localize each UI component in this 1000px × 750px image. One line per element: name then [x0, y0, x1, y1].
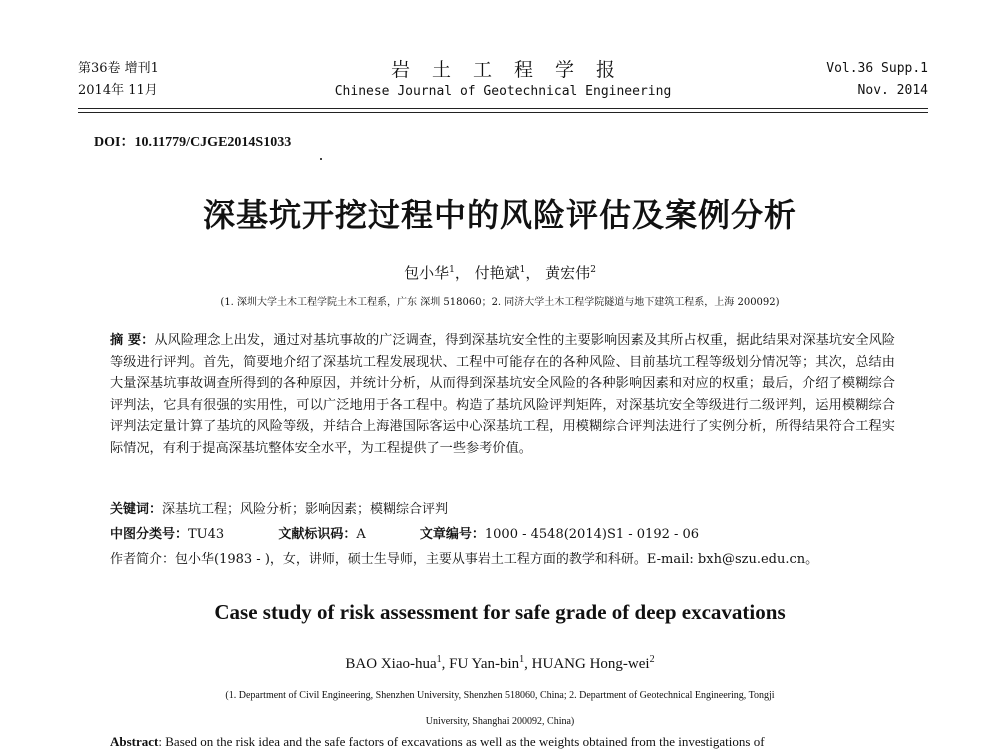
affiliation-cn: (1. 深圳大学土木工程学院土木工程系，广东 深圳 518060；2. 同济大学土木工程学院隧道与地下建筑工程系，上海 200092): [220, 297, 780, 308]
title-cn: 深基坑开挖过程中的风险评估及案例分析: [202, 196, 797, 234]
author-cn-2: 付艳斌: [474, 264, 520, 282]
author-cn-3-affil: 2: [590, 265, 596, 275]
affiliation-en-line1: (1. Department of Civil Engineering, Shenzhen University, Shenzhen 518060, China; 2. Department of Geotechnical Engineering, Tongji: [225, 690, 775, 701]
article-number-value: 1000 - 4548(2014)S1 - 0192 - 06: [484, 527, 700, 542]
keywords-text: 深基坑工程；风险分析；影响因素；模糊综合评判: [162, 502, 449, 517]
doi: DOI：10.11779/CJGE2014S1033: [94, 135, 292, 150]
author-en-1: BAO Xiao-hua: [345, 656, 437, 672]
author-en-3-affil: 2: [649, 654, 655, 665]
author-sep: ,: [441, 656, 450, 672]
article-number-label: 文章编号：: [419, 527, 485, 542]
author-en-2: FU Yan-bin: [449, 656, 520, 672]
author-sep: ,: [524, 656, 532, 672]
abstract-en-text: Based on the risk idea and the safe factors of excavations as well as the weights obtained from the investigations of: [165, 734, 765, 749]
author-sep: ，: [525, 264, 541, 282]
author-bio: [110, 550, 910, 570]
header-right: [826, 58, 928, 102]
speck: [320, 158, 322, 160]
abstract-cn-text: 从风险理念上出发，通过对基坑事故的广泛调查，得到深基坑安全性的主要影响因素及其所占权重，据此结果对深基坑安全风险等级进行评判。首先，简要地介绍了深基坑工程发展现状、工程中可能存在的各种风险、目前基坑工程等级划分情况等；其次，总结由大量深基坑事故调查所得到的各种原因，并统计分析，从而得到深基坑安全风险的各种影响因素和对应的权重；最后，介绍了模糊综合评判法，它具有很强的实用性，可以广泛地用于各工程中。构造了基坑风险评判矩阵，对深基坑安全等级进行二级评判，运用模糊综合评判法定量计算了基坑的风险等级，并结合上海港国际客运中心深基坑工程，用模糊综合评判法进行了实例分析，所得结果符合工程实际情况，有利于提高深基坑整体安全水平，为工程提供了一些参考价值。: [110, 333, 895, 456]
doc-code-label: 文献标识码：: [278, 527, 357, 542]
header-rule-thick: [78, 108, 928, 109]
title-en: Case study of risk assessment for safe grade of deep excavations: [214, 600, 786, 624]
running-header: [78, 58, 928, 106]
authors-cn: [0, 262, 1000, 283]
header-volume-en: Vol.36 Supp.1: [826, 61, 928, 76]
clc-value: TU43: [188, 527, 225, 542]
header-date-en: Nov. 2014: [857, 83, 928, 98]
journal-name-cn: 岩土工程学报: [390, 59, 637, 81]
clc-label: 中图分类号：: [110, 527, 189, 542]
keywords-label: 关键词：: [110, 502, 163, 517]
author-bio-text: 包小华(1983 - )，女，讲师，硕士生导师，主要从事岩土工程方面的教学和科研。E-mail: bxh@szu.edu.cn。: [175, 552, 819, 567]
header-rule-thin: [78, 112, 928, 113]
affiliation-en-line2: University, Shanghai 200092, China): [425, 716, 575, 727]
header-center: [78, 58, 928, 102]
author-cn-1: 包小华: [404, 264, 450, 282]
author-sep: ，: [454, 264, 470, 282]
affiliation-en: [100, 683, 900, 735]
classification-line: [110, 525, 910, 545]
author-en-1-affil: 1: [436, 654, 442, 665]
author-cn-1-affil: 1: [449, 265, 455, 275]
abstract-en-colon: :: [158, 734, 166, 749]
author-en-2-affil: 1: [519, 654, 525, 665]
keywords-cn: [110, 500, 910, 520]
author-en-3: HUANG Hong-wei: [531, 656, 650, 672]
author-bio-label: 作者简介：: [110, 552, 176, 567]
authors-en: [0, 654, 1000, 673]
abstract-en-label: Abstract: [110, 734, 159, 749]
author-cn-3: 黄宏伟: [545, 264, 591, 282]
abstract-cn: [110, 330, 895, 459]
doc-code-value: A: [356, 527, 366, 542]
author-cn-2-affil: 1: [519, 265, 526, 275]
abstract-en: [110, 734, 910, 750]
journal-name-en: Chinese Journal of Geotechnical Engineering: [334, 84, 672, 99]
header-volume-cn: 第36卷 增刊1: [78, 61, 159, 76]
abstract-cn-label: 摘 要：: [110, 333, 155, 348]
header-date-cn: 2014年 11月: [78, 83, 158, 98]
